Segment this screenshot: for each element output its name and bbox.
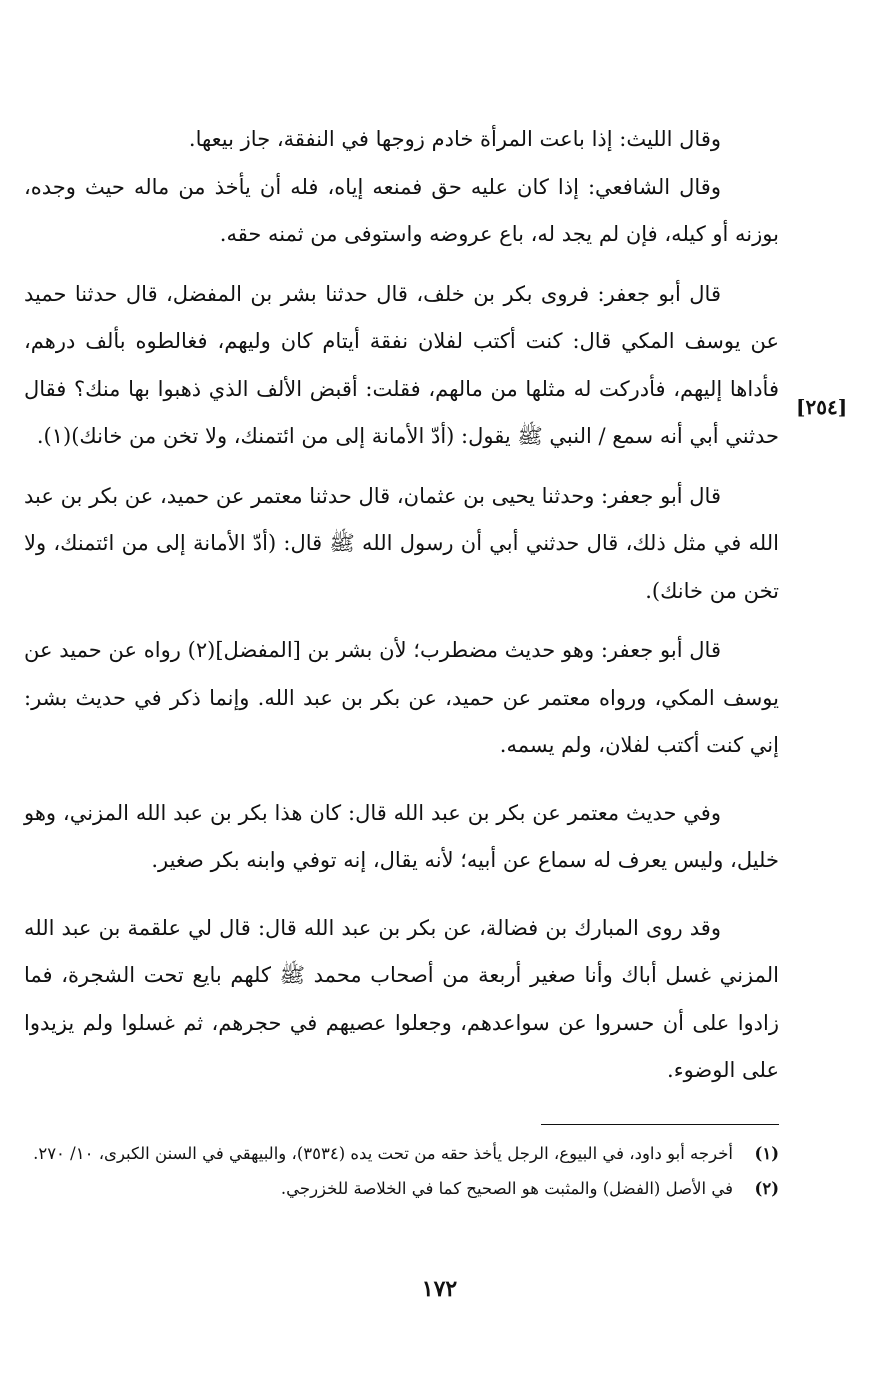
footnote-number: (١) [754,1144,779,1163]
paragraph-abu-jafar-third: قال أبو جعفر: وهو حديث مضطرب؛ لأن بشر بن [المفضل](٢) رواه عن حميد عن يوسف المكي، ورواه معتمر عن حميد، عن بكر بن عبد الله. وإنما ذكر في حديث بشر: إني كنت أكتب لفلان، ولم يسمه. [24,638,779,757]
manuscript-folio-marker: [٢٥٤] [796,395,848,419]
footnotes [24,1138,779,1208]
footnote-divider [541,1124,779,1125]
paragraph-mutamir: وفي حديث معتمر عن بكر بن عبد الله قال: كان هذا بكر بن عبد الله المزني، وهو خليل، وليس يعرف له سماع عن أبيه؛ لأنه يقال، إنه توفي وابنه بكر صغير. [24,800,779,872]
page-number: ١٧٢ [421,1276,458,1302]
paragraph-abu-jafar-second: قال أبو جعفر: وحدثنا يحيى بن عثمان، قال حدثنا معتمر عن حميد، عن بكر بن عبد الله في مثل ذلك، قال حدثني أبي أن رسول الله ﷺ قال: (أدّ الأمانة إلى من ائتمنك، ولا تخن من خانك). [24,483,779,603]
paragraph-al-shafii: وقال الشافعي: إذا كان عليه حق فمنعه إياه، فله أن يأخذ من ماله حيث وجده، بوزنه أو كيله، فإن لم يجد له، باع عروضه واستوفى من ثمنه حقه. [24,174,779,246]
paragraph-abu-jafar-first: قال أبو جعفر: فروى بكر بن خلف، قال حدثنا بشر بن المفضل، قال حدثنا حميد عن يوسف المكي قال: كنت أكتب لفلان نفقة أيتام كان وليهم، فغالطوه بألف درهم، فأداها إليهم، فأدركت له مثلها من مالهم، فقلت: أقبض الألف الذي ذهبوا بها منك؟ فقال حدثني أبي أنه سمع / النبي ﷺ يقول: (أدّ الأمانة إلى من ائتمنك، ولا تخن من خانك)(١). [24,281,779,448]
paragraph-al-mubarak: وقد روى المبارك بن فضالة، عن بكر بن عبد الله قال: قال لي علقمة بن عبد الله المزني غسل أباك وأنا صغير أربعة من أصحاب محمد ﷺ كلهم بايع تحت الشجرة، فما زادوا على أن حسروا عن سواعدهم، وجعلوا عصيهم في حجرهم، ثم غسلوا ولم يزيدوا على الوضوء. [24,915,779,1082]
footnote-number: (٢) [754,1179,779,1198]
footnote-text: في الأصل (الفضل) والمثبت هو الصحيح كما في الخلاصة للخزرجي. [280,1179,733,1198]
main-text [24,116,779,1095]
footnote-text: أخرجه أبو داود، في البيوع، الرجل يأخذ حقه من تحت يده (٣٥٣٤)، والبيهقي في السنن الكبرى، ١٠/ ٢٧٠. [33,1144,733,1163]
footnote-1 [24,1138,779,1169]
paragraph-al-layth: وقال الليث: إذا باعت المرأة خادم زوجها في النفقة، جاز بيعها. [188,127,721,151]
footnote-2 [24,1173,779,1204]
